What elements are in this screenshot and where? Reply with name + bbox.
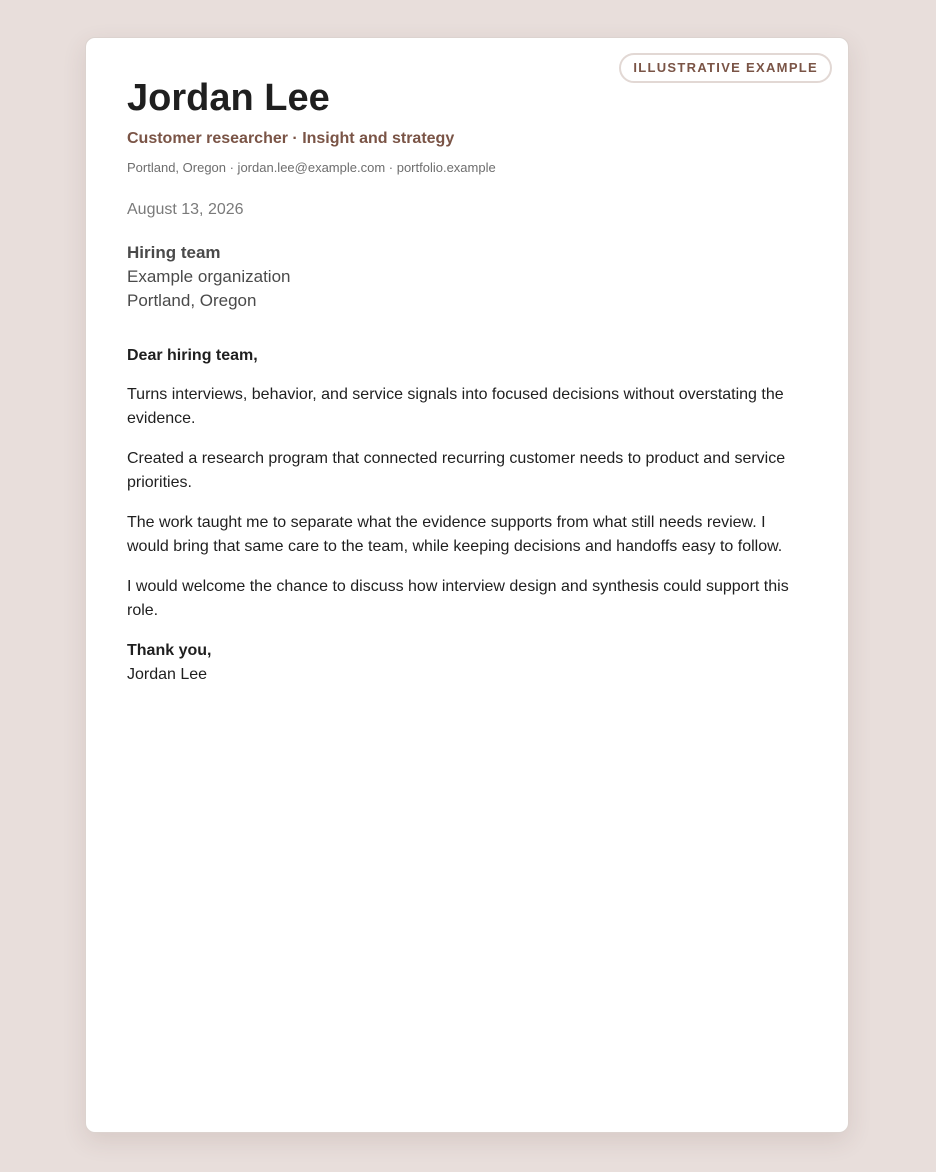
sender-name: Jordan Lee <box>127 77 330 119</box>
letter-paragraph: I would welcome the chance to discuss how interview design and synthesis could support this role. <box>127 578 789 619</box>
sender-contact: Portland, Oregon · jordan.lee@example.com · portfolio.example <box>127 160 496 175</box>
letter-paragraph: The work taught me to separate what the evidence supports from what still needs review. I would bring that same care to the team, while keeping decisions and handoffs easy to follow. <box>127 514 783 555</box>
recipient-organization: Example organization <box>127 267 291 286</box>
sender-headline: Customer researcher · Insight and strategy <box>127 130 455 147</box>
signature: Jordan Lee <box>127 666 208 683</box>
letter-body <box>127 344 807 687</box>
recipient-location: Portland, Oregon <box>127 291 257 310</box>
recipient-name: Hiring team <box>127 243 221 262</box>
closing: Thank you, <box>127 642 212 659</box>
letter-date: August 13, 2026 <box>127 201 244 218</box>
illustrative-example-badge: ILLUSTRATIVE EXAMPLE <box>619 53 832 83</box>
letter-page <box>85 37 849 1133</box>
recipient-block <box>127 241 290 313</box>
salutation: Dear hiring team, <box>127 347 258 364</box>
letter-paragraph: Turns interviews, behavior, and service signals into focused decisions without overstating the evidence. <box>127 386 784 427</box>
letter-paragraph: Created a research program that connected recurring customer needs to product and service priorities. <box>127 450 786 491</box>
